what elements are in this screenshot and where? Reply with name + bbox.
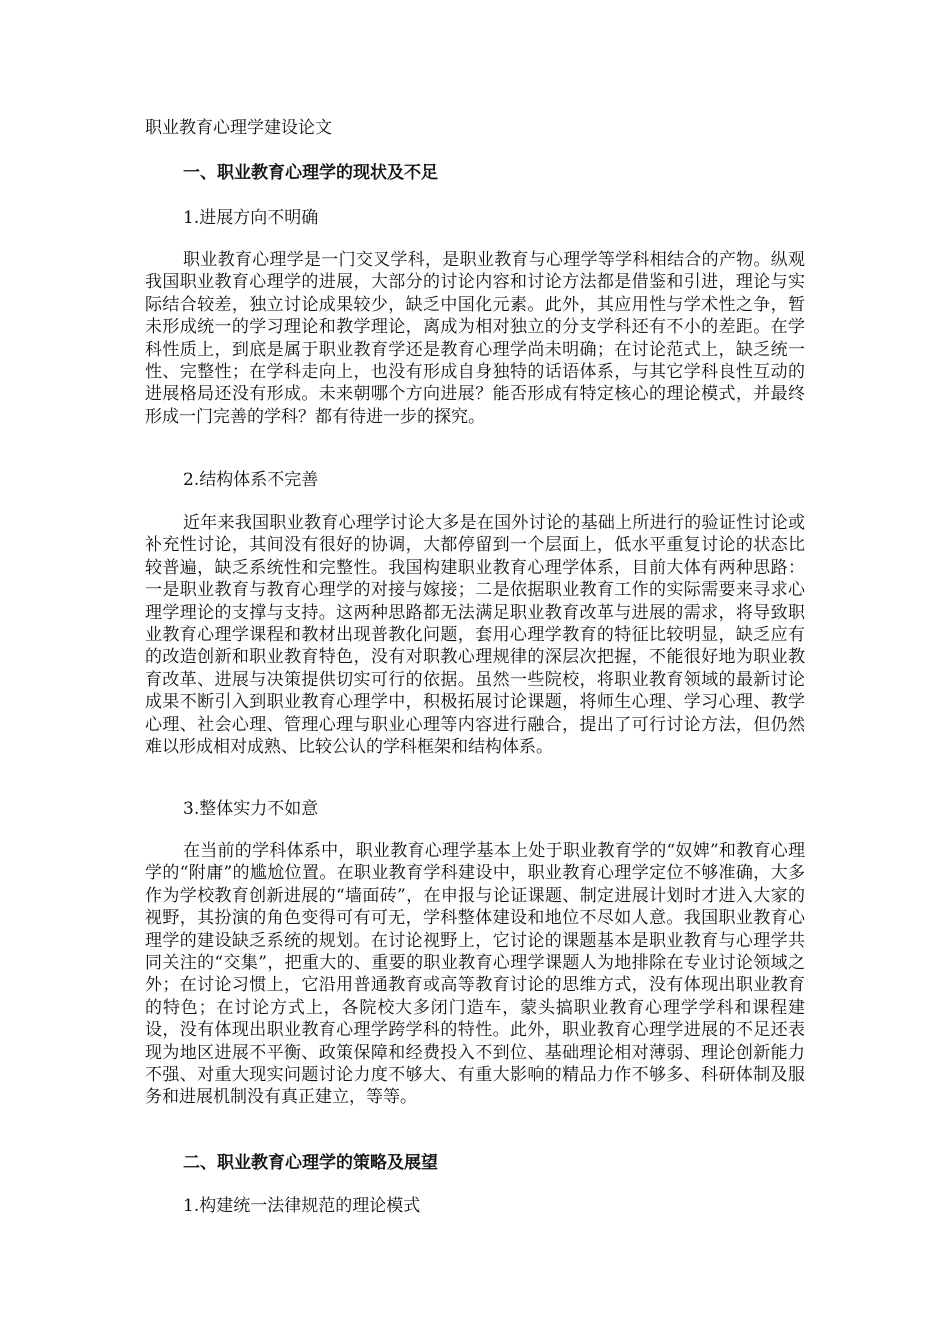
section-2-1-heading: 1.构建统一法律规范的理论模式 [183, 1196, 421, 1216]
section-2-heading: 二、职业教育心理学的策略及展望 [183, 1153, 438, 1173]
document-title: 职业教育心理学建设论文 [145, 118, 332, 138]
section-1-1-paragraph: 职业教育心理学是一门交叉学科，是职业教育与心理学等学科相结合的产物。纵观我国职业教育心理学的进展，大部分的讨论内容和讨论方法都是借鉴和引进，理论与实际结合较差，独立讨论成果较少，缺乏中国化元素。此外，其应用性与学术性之争，暂未形成统一的学习理论和教学理论，离成为相对独立的分支学科还有不小的差距。在学科性质上，到底是属于职业教育学还是教育心理学尚未明确；在讨论范式上，缺乏统一性、完整性；在学科走向上，也没有形成自身独特的话语体系，与其它学科良性互动的进展格局还没有形成。未来朝哪个方向进展？能否形成有特定核心的理论模式，并最终形成一门完善的学科？都有待进一步的探究。 [145, 250, 805, 427]
section-1-1-heading: 1.进展方向不明确 [183, 208, 319, 228]
section-1-2-paragraph: 近年来我国职业教育心理学讨论大多是在国外讨论的基础上所进行的验证性讨论或补充性讨论，其间没有很好的协调，大都停留到一个层面上，低水平重复讨论的状态比较普遍，缺乏系统性和完整性。我国构建职业教育心理学体系，目前大体有两种思路：一是职业教育与教育心理学的对接与嫁接；二是依据职业教育工作的实际需要来寻求心理学理论的支撑与支持。这两种思路都无法满足职业教育改革与进展的需求，将导致职业教育心理学课程和教材出现普教化问题，套用心理学教育的特征比较明显，缺乏应有的改造创新和职业教育特色，没有对职教心理规律的深层次把握，不能很好地为职业教育改革、进展与决策提供切实可行的依据。虽然一些院校，将职业教育领域的最新讨论成果不断引入到职业教育心理学中，积极拓展讨论课题，将师生心理、学习心理、教学心理、社会心理、管理心理与职业心理等内容进行融合，提出了可行讨论方法，但仍然难以形成相对成熟、比较公认的学科框架和结构体系。 [145, 513, 805, 758]
section-1-3-paragraph: 在当前的学科体系中，职业教育心理学基本上处于职业教育学的“奴婢”和教育心理学的“附庸”的尴尬位置。在职业教育学科建设中，职业教育心理学定位不够准确，大多作为学校教育创新进展的“墙面砖”，在申报与论证课题、制定进展计划时才进入大家的视野，其扮演的角色变得可有可无，学科整体建设和地位不尽如人意。我国职业教育心理学的建设缺乏系统的规划。在讨论视野上，它讨论的课题基本是职业教育与心理学共同关注的“交集”，把重大的、重要的职业教育心理学课题人为地排除在专业讨论领域之外；在讨论习惯上，它沿用普通教育或高等教育讨论的思维方式，没有体现出职业教育的特色；在讨论方式上，各院校大多闭门造车，蒙头搞职业教育心理学学科和课程建设，没有体现出职业教育心理学跨学科的特性。此外，职业教育心理学进展的不足还表现为地区进展不平衡、政策保障和经费投入不到位、基础理论相对薄弱、理论创新能力不强、对重大现实问题讨论力度不够大、有重大影响的精品力作不够多、科研体制及服务和进展机制没有真正建立，等等。 [145, 841, 805, 1108]
section-1-heading: 一、职业教育心理学的现状及不足 [183, 163, 438, 183]
section-1-3-heading: 3.整体实力不如意 [183, 799, 319, 819]
section-1-2-heading: 2.结构体系不完善 [183, 470, 319, 490]
